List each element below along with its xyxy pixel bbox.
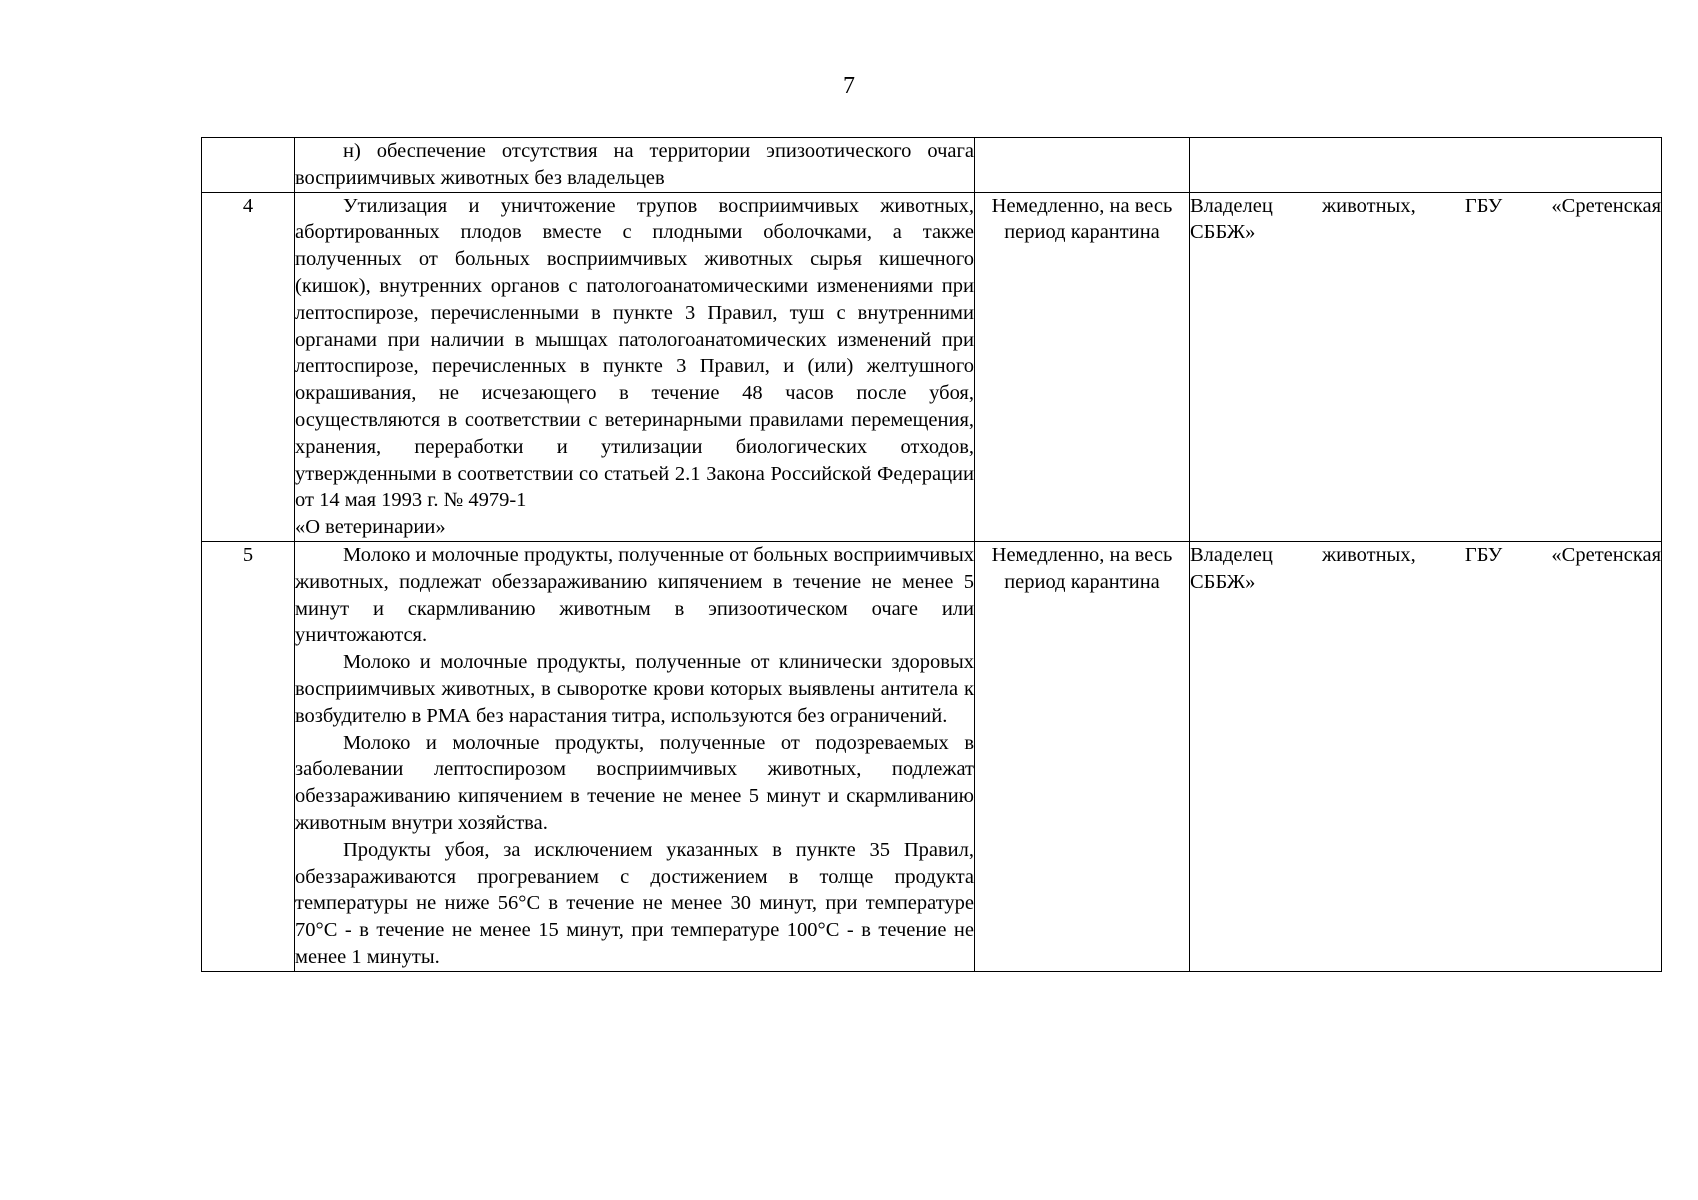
responsible-line: СББЖ» <box>1190 221 1256 244</box>
responsible-line: Владелец животных, ГБУ «Сретенская <box>1190 194 1661 217</box>
measure-paragraph: Молоко и молочные продукты, полученные от больных восприимчивых животных, подлежат обеззараживанию кипячением в течение не менее 5 минут и скармливанию животным в эпизоотическом очаге или уничтожаются. <box>295 543 974 647</box>
measure-cell <box>295 541 975 971</box>
row-number-cell: 5 <box>202 541 295 971</box>
responsible-cell <box>1190 541 1662 971</box>
table-row <box>202 541 1662 971</box>
responsible-line: СББЖ» <box>1190 570 1256 593</box>
responsible-cell <box>1190 138 1662 193</box>
responsible-line: Владелец животных, ГБУ «Сретенская <box>1190 543 1661 566</box>
measure-paragraph: Молоко и молочные продукты, полученные от клинически здоровых восприимчивых животных, в сыворотке крови которых выявлены антитела к возбудителю в РМА без нарастания титра, используются без ограничений. <box>295 651 974 727</box>
measure-cell <box>295 138 975 193</box>
page-number: 7 <box>843 73 855 99</box>
measure-paragraph: Продукты убоя, за исключением указанных в пункте 35 Правил, обеззараживаются прогреванием с достижением в толще продукта температуры не ниже 56°С в течение не менее 30 минут, при температуре 70°С - в течение не менее 15 минут, при температуре 100°С - в течение не менее 1 минуты. <box>295 838 974 968</box>
term-cell: Немедленно, на весь период карантина <box>975 192 1190 541</box>
measures-table <box>201 137 1662 972</box>
term-cell <box>975 138 1190 193</box>
measure-paragraph: «О ветеринарии» <box>295 516 446 539</box>
measure-paragraph: Утилизация и уничтожение трупов восприимчивых животных, абортированных плодов вместе с плодными оболочками, а также полученных от больных восприимчивых животных сырья кишечного (кишок), внутренних органов с патологоанатомическими изменениями при лептоспирозе, перечисленными в пункте 3 Правил, туш с внутренними органами при наличии в мышцах патологоанатомических изменений при лептоспирозе, перечисленных в пункте 3 Правил, и (или) желтушного окрашивания, не исчезающего в течение 48 часов после убоя, осуществляются в соответствии с ветеринарными правилами перемещения, хранения, переработки и утилизации биологических отходов, утвержденными в соответствии со статьей 2.1 Закона Российской Федерации от 14 мая 1993 г. № 4979-1 <box>295 194 974 512</box>
term-cell: Немедленно, на весь период карантина <box>975 541 1190 971</box>
table-row <box>202 192 1662 541</box>
row-number-cell: 4 <box>202 192 295 541</box>
measure-paragraph: Молоко и молочные продукты, полученные от подозреваемых в заболевании лептоспирозом восприимчивых животных, подлежат обеззараживанию кипячением в течение не менее 5 минут и скармливанию животным внутри хозяйства. <box>295 731 974 834</box>
responsible-cell <box>1190 192 1662 541</box>
measure-paragraph: н) обеспечение отсутствия на территории эпизоотического очага восприимчивых животных без владельцев <box>295 140 974 189</box>
table-row <box>202 138 1662 193</box>
measure-cell <box>295 192 975 541</box>
row-number-cell <box>202 138 295 193</box>
